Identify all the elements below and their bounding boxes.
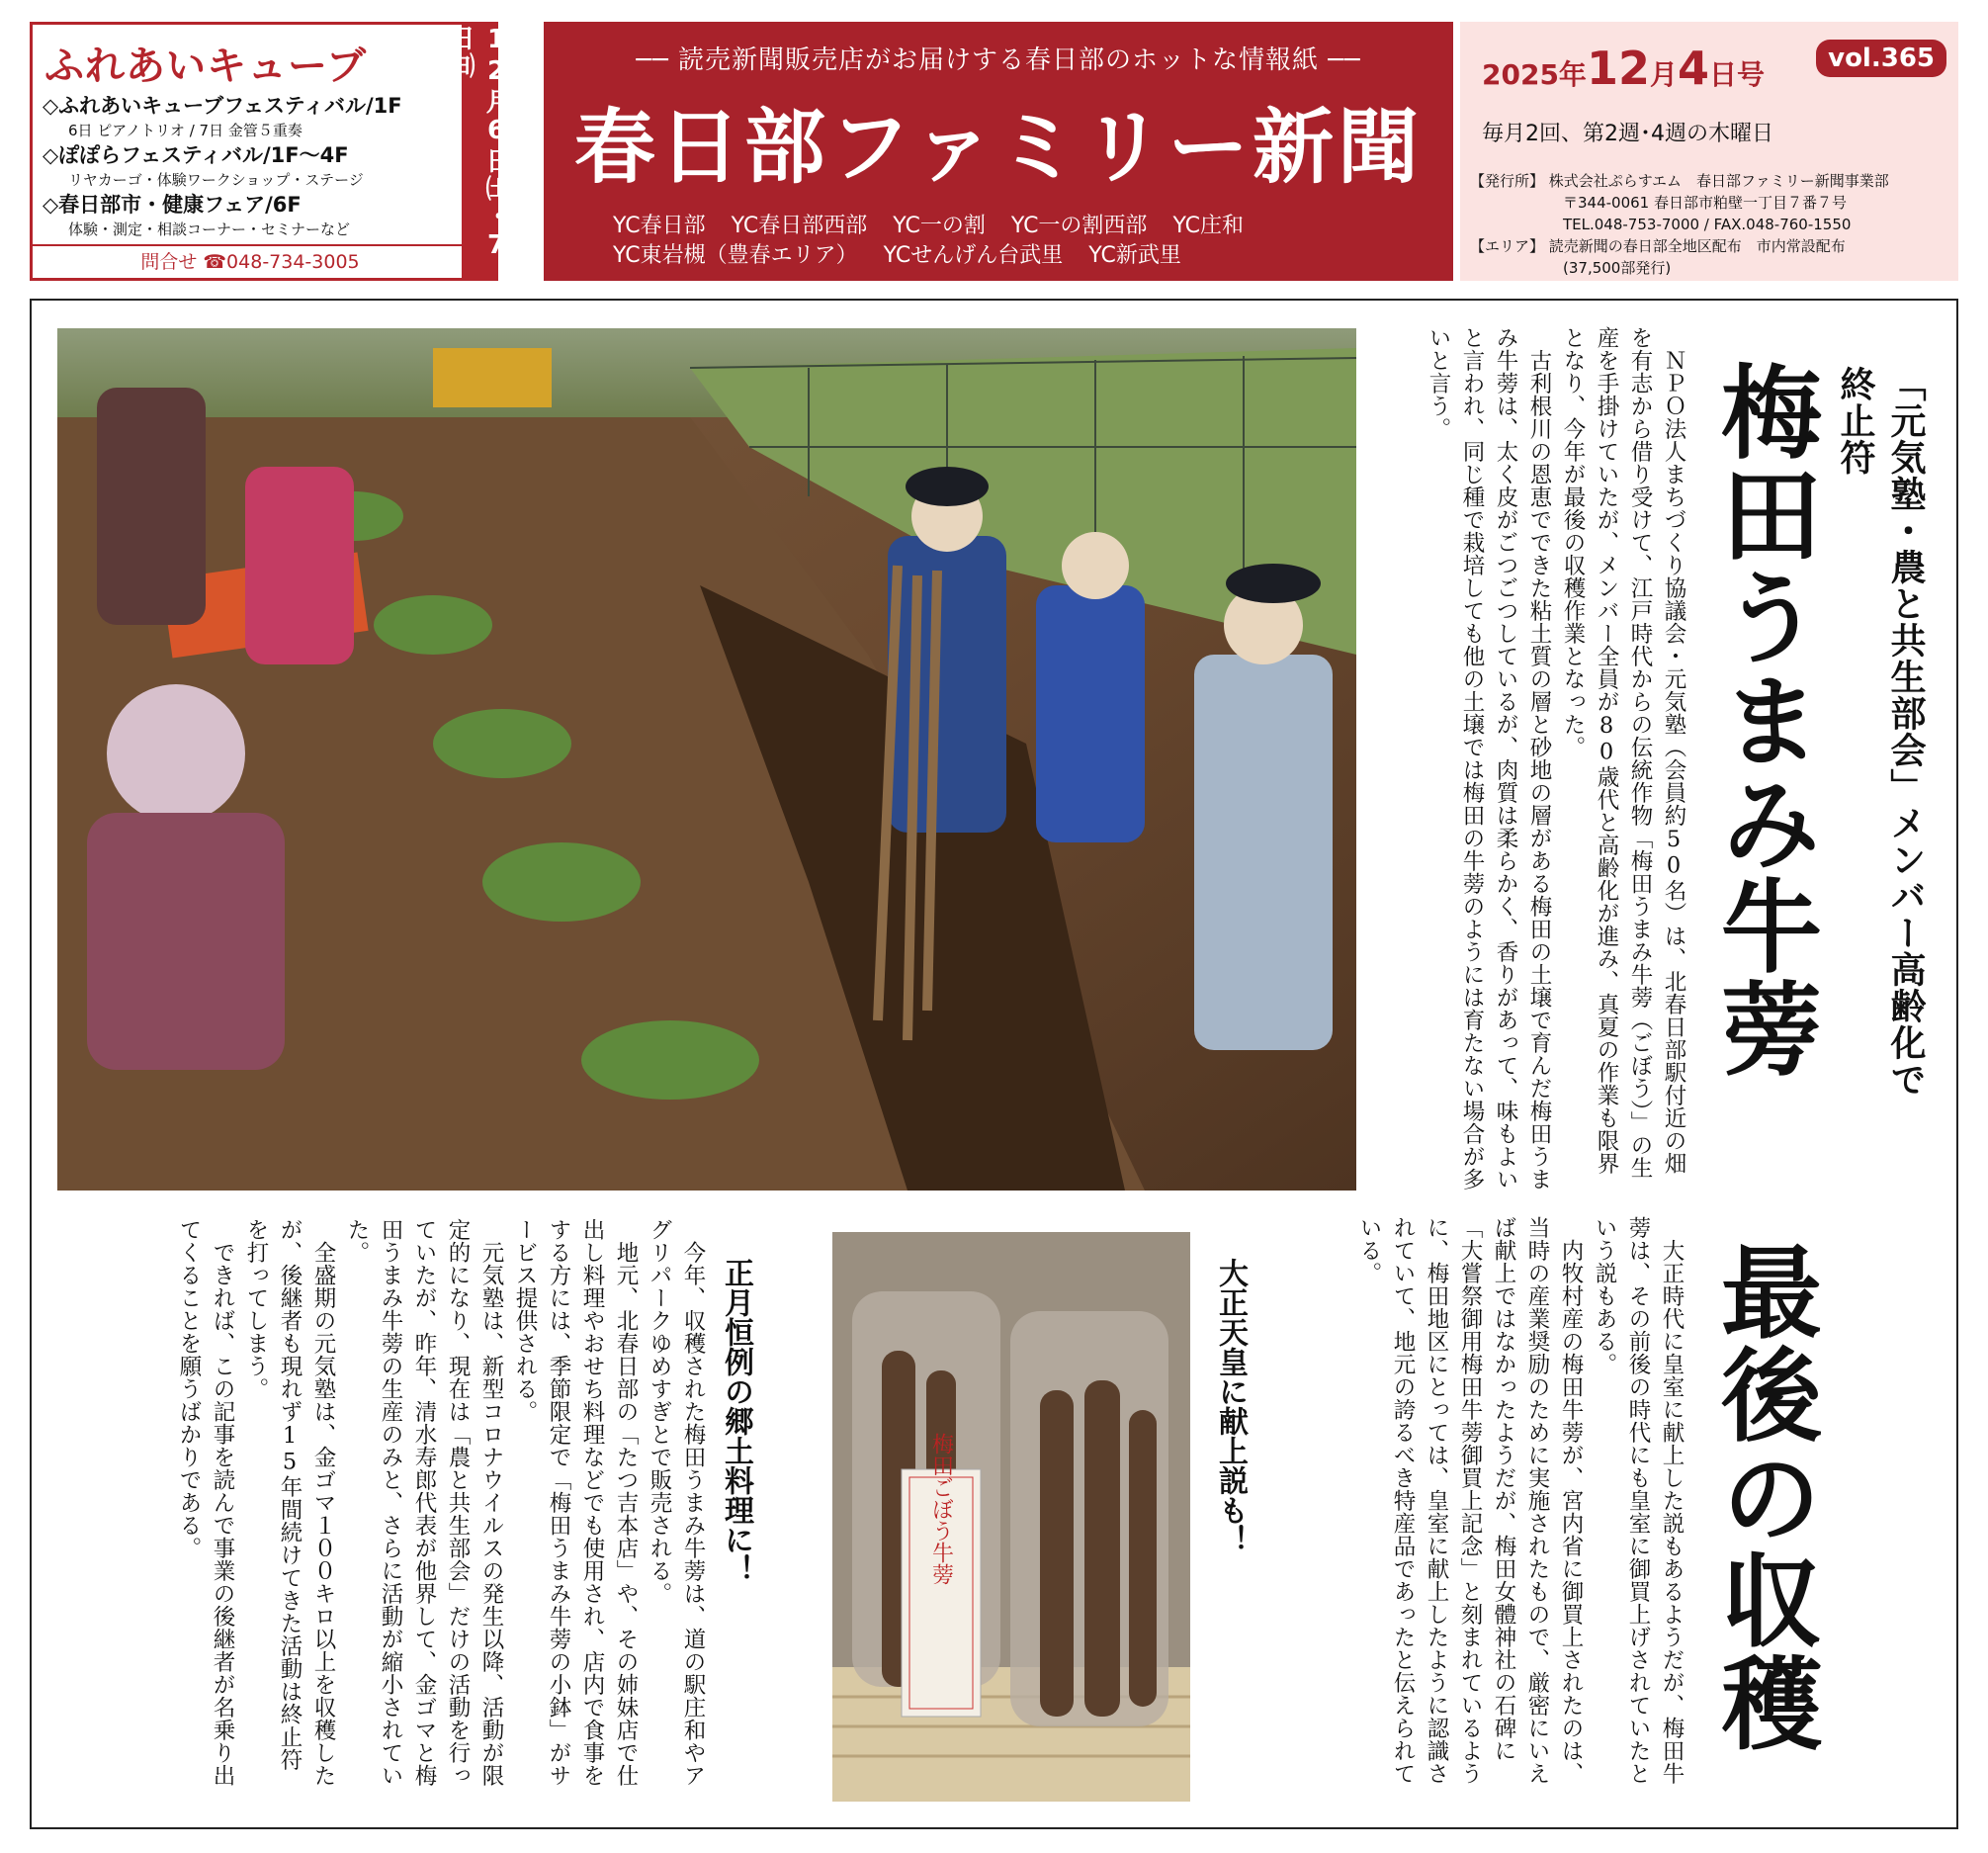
ad-event-detail: 6日 ピアノトリオ / 7日 金管５重奏 (68, 122, 303, 139)
store-name: YC東岩槻（豊春エリア） (613, 243, 858, 268)
harvest-photo (57, 328, 1356, 1191)
store-name: YC庄和 (1172, 214, 1245, 238)
issue-day-unit: 日号 (1708, 58, 1765, 91)
article-body-emperor (1285, 1216, 1688, 1790)
ad-contact-phone: 問合せ ☎048-734-3005 (33, 244, 468, 278)
body-paragraph: ＮＰＯ法人まちづくり協議会・元気塾（会員約50名）は、北春日部駅付近の畑を有志から借り受けて、江戸時代からの伝統作物「梅田うまみ牛蒡（ごぼう）」の生産を手掛けていたが、メンバー全員が80歳代と高齢化が進み、真夏の作業も限界となり、今年が最後の収穫作業となった。 (1560, 326, 1686, 1180)
body-paragraph: できれば、この記事を読んで事業の後継者が名乗り出てくることを願うばかりである。 (176, 1218, 235, 1787)
newspaper-title: 春日部ファミリー新聞 (573, 100, 1424, 195)
body-paragraph: 大正時代に皇室に献上した説もあるようだが、梅田牛蒡は、その前後の時代にも皇室に御買上げされていたという説もある。 (1592, 1216, 1685, 1785)
store-name: YC春日部西部 (731, 214, 868, 238)
ad-event-name: ◇春日部市・健康フェア/6F (43, 193, 302, 217)
publisher-phone: TEL.048-753-7000 / FAX.048-760-1550 (1563, 216, 1852, 233)
headline-part-1: 梅田うまみ牛蒡 (1704, 360, 1823, 1080)
ad-event-item (43, 191, 379, 240)
body-paragraph: 全盛期の元気塾は、金ゴマ１００キロ以上を収穫したが、後継者も現れず15年間続けてきた活動は終止符を打ってしまう。 (243, 1218, 336, 1787)
issue-info-box (1460, 22, 1958, 281)
publication-frequency: 毎月2回、第2週･4週の木曜日 (1482, 122, 1773, 146)
publisher-line: 【発行所】 株式会社ぷらすエム 春日部ファミリー新聞事業部 (1470, 172, 1889, 190)
ad-event-name: ◇ふれあいキューブフェスティバル/1F (43, 94, 402, 118)
store-name: YCせんげん台武里 (883, 243, 1064, 268)
publisher-address: 〒344-0061 春日部市粕壁一丁目７番７号 (1563, 194, 1847, 212)
article-body-local-dish (57, 1218, 710, 1792)
body-paragraph: 地元、北春日部の「たつ吉本店」や、その姉妹店で仕出し料理やおせち料理などでも使用され、店内で食事をする方には、季節限定で「梅田うまみ牛蒡の小鉢」がサービス提供される。 (512, 1218, 639, 1787)
store-name: YC一の割 (893, 214, 986, 238)
store-row (613, 241, 1269, 271)
circulation: (37,500部発行) (1563, 259, 1672, 277)
ad-event-detail: 体験・測定・相談コーナー・セミナーなど (68, 221, 351, 238)
packaged-burdock-photo (832, 1232, 1190, 1802)
section-heading-emperor: 大正天皇に献上説も！ (1213, 1258, 1248, 1554)
body-paragraph: 今年、収穫された梅田うまみ牛蒡は、道の駅庄和やアグリパークゆめすぎとで販売される。 (647, 1218, 706, 1787)
distribution-area: 【エリア】 読売新聞の春日部全地区配布 市内常設配布 (1470, 237, 1846, 255)
headline-part-2: 最後の収穫 (1704, 1240, 1823, 1754)
issue-day: 4 (1677, 42, 1709, 95)
main-article (30, 299, 1958, 1829)
product-label-text: 梅田ごぼう牛蒡 (928, 1433, 954, 1585)
ad-event-detail: リヤカーゴ・体験ワークショップ・ステージ (68, 171, 364, 189)
article-body-intro (1366, 326, 1690, 1192)
body-paragraph: 元気塾は、新型コロナウイルスの発生以降、活動が限定的になり、現在は「農と共生部会」だけの活動を行っていたが、昨年、清水寿郎代表が他界して、金ゴマと梅田うまみ牛蒡の生産のみと、さらに活動が縮小されていた。 (344, 1218, 504, 1787)
masthead-tagline: ── 読売新聞販売店がお届けする春日部のホットな情報紙 ── (636, 45, 1361, 75)
store-row (613, 212, 1269, 241)
body-paragraph: 内牧村産の梅田牛蒡が、宮内省に御買上されたのは、当時の産業奨励のために実施されたもので、厳密にいえば献上ではなかったようだが、梅田女體神社の石碑に「大嘗祭御用梅田牛蒡御買上記念」と刻まれているように、梅田地区にとっては、皇室に献上したように認識されていて、地元の誇るべき特産品であったと伝えられている。 (1356, 1216, 1584, 1785)
issue-month-unit: 月 (1649, 58, 1678, 91)
ad-event-list (43, 92, 402, 240)
ad-event-item (43, 141, 379, 191)
store-list (613, 212, 1269, 271)
issue-date (1482, 42, 1765, 95)
store-name: YC一の割西部 (1010, 214, 1148, 238)
store-name: YC新武里 (1088, 243, 1181, 268)
store-name: YC春日部 (613, 214, 706, 238)
event-ad-box (30, 22, 511, 281)
packaged-burdock-image (832, 1232, 1190, 1802)
issue-month: 12 (1586, 42, 1650, 95)
masthead (544, 22, 1453, 281)
ad-event-item (43, 92, 402, 141)
section-heading-local-dish: 正月恒例の郷土料理に！ (719, 1258, 753, 1584)
volume-badge: vol.365 (1816, 40, 1946, 77)
harvest-photo-image (57, 328, 1356, 1191)
ad-event-name: ◇ぽぽらフェスティバル/1F～4F (43, 143, 349, 167)
ad-event-dates: 12月6日㈯・7日㈰ (462, 25, 495, 278)
ad-title: ふれあいキューブ (44, 44, 367, 89)
article-headline (1704, 360, 1823, 1813)
body-paragraph: 古利根川の恩恵でできた粘土質の層と砂地の層がある梅田の土壌で育んだ梅田うまみ牛蒡は、太く皮がごつごつしているが、肉質は柔らかく、香りがあって、味もよいと言われ、同じ種で栽培しても他の土壌では梅田の牛蒡のようには育たない場合が多いと言う。 (1426, 326, 1552, 1191)
issue-year: 2025年 (1482, 58, 1587, 91)
article-subheadline: 「元気塾・農と共生部会」メンバー高齢化で終止符 (1835, 366, 1927, 1098)
